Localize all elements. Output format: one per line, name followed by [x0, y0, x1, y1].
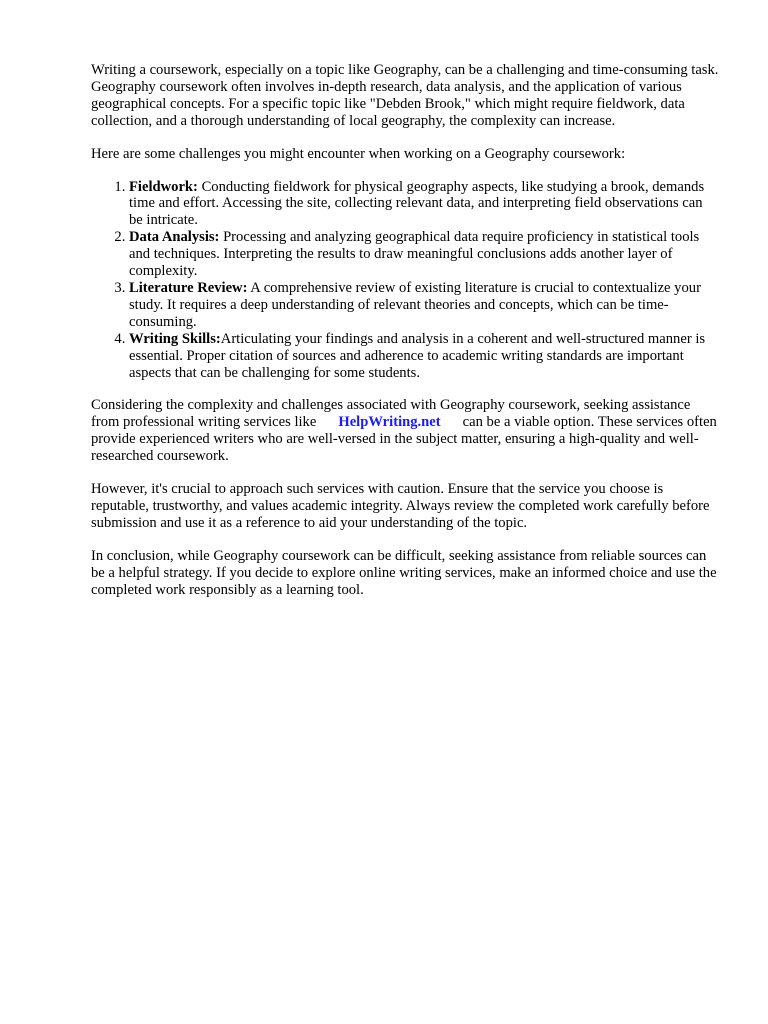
intro-paragraph: Writing a coursework, especially on a topic like Geography, can be a challenging and time-consuming task. Geography coursework often involves in-depth research, data analysis, and the application of various geographical concepts. For a specific topic like "Debden Brook," which might require fieldwork, data collection, and a thorough understanding of local geography, the complexity can increase.: [91, 62, 719, 129]
list-item-term: Writing Skills:: [129, 330, 221, 347]
document-body: [91, 62, 719, 614]
list-item-text: A comprehensive review of existing literature is crucial to contextualize your study. It requires a deep understanding of relevant theories and concepts, which can be time-consuming.: [129, 279, 701, 330]
caution-paragraph: However, it's crucial to approach such services with caution. Ensure that the service you choose is reputable, trustworthy, and values academic integrity. Always review the completed work carefully before submission and use it as a reference to aid your understanding of the topic.: [91, 481, 710, 531]
services-paragraph: [91, 397, 719, 465]
services-text-before: Considering the complexity and challenges associated with Geography coursework, seeking assistance from professional writing services like: [91, 397, 691, 431]
challenges-intro-paragraph: Here are some challenges you might encounter when working on a Geography coursework:: [91, 145, 626, 162]
conclusion-paragraph: In conclusion, while Geography coursework can be difficult, seeking assistance from reliable sources can be a helpful strategy. If you decide to explore online writing services, make an informed choice and use the completed work responsibly as a learning tool.: [91, 547, 717, 598]
helpwriting-link[interactable]: HelpWriting.net: [338, 414, 441, 431]
list-item: [129, 280, 719, 331]
list-item-text: Processing and analyzing geographical data require proficiency in statistical tools and techniques. Interpreting the results to draw meaningful conclusions adds another layer of complexity.: [129, 229, 700, 280]
list-item: [129, 331, 719, 382]
services-text-after: can be a viable option. These services often provide experienced writers who are well-versed in the subject matter, ensuring a high-quality and well-researched coursework.: [91, 414, 717, 465]
list-item: [129, 229, 719, 280]
list-item: [129, 179, 719, 230]
list-item-text: Conducting fieldwork for physical geography aspects, like studying a brook, demands time and effort. Accessing the site, collecting relevant data, and interpreting field observations can be intricate.: [129, 178, 705, 229]
list-item-text: Articulating your findings and analysis in a coherent and well-structured manner is essential. Proper citation of sources and adherence to academic writing standards are important aspects that can be challenging for some students.: [129, 330, 706, 381]
list-item-term: Data Analysis:: [129, 229, 220, 246]
challenges-list: [91, 179, 719, 382]
list-item-term: Literature Review:: [129, 279, 248, 296]
list-item-term: Fieldwork:: [129, 178, 198, 195]
